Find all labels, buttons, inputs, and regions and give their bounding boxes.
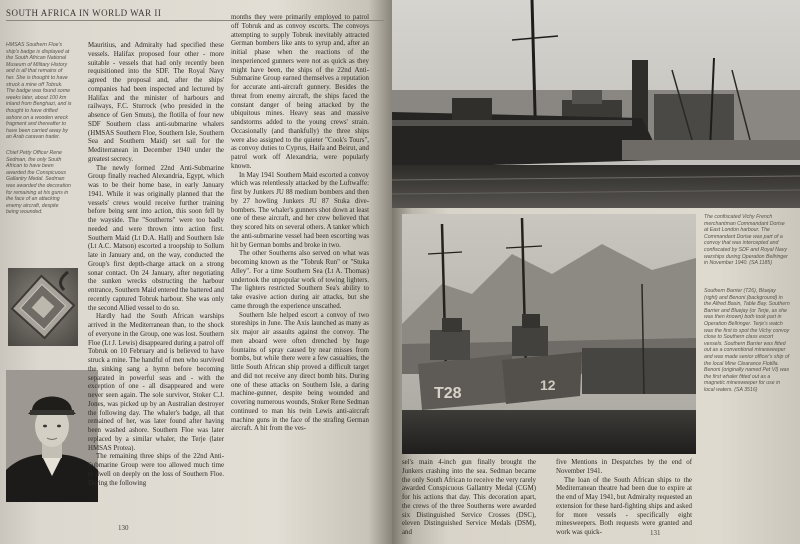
left-page-number: 130 (118, 524, 129, 532)
running-head: SOUTH AFRICA IN WORLD WAR II (6, 8, 162, 18)
left-page-column-2 (88, 42, 224, 522)
svg-text:12: 12 (540, 377, 556, 393)
alfred-basin-whalers-photo (402, 214, 696, 454)
right-col1-text: sel's main 4-inch gun finally brought the Junkers crashing into the sea. Sedman became the only South African to receive the very rarely awarded Conspicuous Gallantry Medal (CGM) for his actions that day. This decoration apart, the crews of the three Southerns were awarded six Distinguished Service Crosses (DSC), eleven Distinguished Service Medals (DSM), and (402, 459, 536, 536)
caption-sedman-portrait: Chief Petty Officer Rene Sedman, the only South African to have been awarded the Conspicuous Gallantry Medal. Sedman was awarded the decoration for remaining at his guns in the face of an attacking enemy aircraft, despite being wounded. (6, 150, 71, 216)
right-col2-para-1: five Mentions in Despatches by the end of November 1941. (556, 459, 692, 475)
commandant-dorise-photo (392, 0, 800, 208)
left-col2-para-2: The newly formed 22nd Anti-Submarine Group finally reached Alexandria, Egypt, which was to be their home base, in early January 1941. While it was originally planned that the vessels' crews would receive further training before being sent into action, this soon fell by the wayside. The "Southerns" were too badly needed and were thrown into action first. Southern Maid (Lt D.A. Hall) and Southern Isle (Lt A.C. Matson) escorted a troopship to Sollum late in January and, on the way, conducted the Group's first depth-charge attack on a strong sonar contact. On 24 January, after negotiating the sunken wrecks obstructing the harbour entrance, Southern Maid entered the battered and recently captured Tobruk harbour. She was only the second Allied vessel to do so. (88, 164, 224, 312)
ship-badge-photo (8, 268, 78, 346)
sedman-portrait-photo (6, 370, 98, 502)
left-col3-para-1: months they were primarily employed to patrol off Tobruk and as convoy escorts. The convoys attempting to supply Tobruk inevitably attracted German bombers like ants to syrup and, after an initial phase when the reactions of the inexperienced gunners were not as quick as they might have been, the ships of the 22nd Anti-Submarine Group earned themselves a reputation for accurate anti-aircraft gunnery. Besides the threat from enemy aircraft, the ships faced the constant danger of being attacked by the ubiquitous mines. Heavy seas and massive sandstorms added to the young crews' strain. Occasionally (and thankfully) the three ships were also assigned to the quieter "Cook's Tours", as convoy duties to Cyprus, Haifa and Beirut, and patrol work off Alexandria, were popularly known. (231, 14, 369, 170)
right-col2-para-2: The loan of the South African ships to the Mediterranean theatre had been due to expire at the end of May 1941, but Admiralty requested an extension for these hard-fighting ships and asked for more vessels - specifically eight minesweepers. Both requests were granted and work was quick- (556, 476, 692, 536)
left-col2-para-3: Hardly had the South African warships arrived in the Mediterranean than, to the shock of everyone in the Group, one was lost. Southern Floe (Lt J. Lewis) disappeared during a patrol off Tobruk on 10 February and is believed to have struck a mine. The handful of men who survived the sinking sang a hymn before becoming separated in powerful seas and - with the exception of one - all disappeared and were never seen again. The sole survivor, Stoker C.J. Jones, was picked up by an Australian destroyer the following day. The whaler's badge, all that remained of her, was later found after having been washed ashore. Southern Floe was later replaced by a similar whaler, the Terje (later HMSAS Protea). (88, 313, 224, 452)
caption-alfred-basin: Southern Barrier (T26), Bluejay (right) and Benoni (background) in the Alfred Basin, Table Bay. Southern Barrier and Bluejay (or Terje, as she was then known) both took part in Operation Bellringer. Terje's watch was the first to spot the Vichy convoy close to Southern class escort vessels. Southern Barrier was fitted out as a conventional minesweeper and was made senior officer's ship of the local Mine Clearance Flotilla. Benoni (originally named Pet VI) was the first whaler fitted out as a magnetic minesweeper for use in local waters. (SA 3516) (704, 288, 790, 393)
left-col2-para-1: Mauritius, and Admiralty had specified these vessels. Halifax proposed four other - more suitable - vessels that had only recently been requisitioned into the SDF. The Royal Navy agreed the proposal and, after the ships' companies had been inspected and lectured by Halifax and the minister of harbours and railways, F.C. Sturrock (who presided in the absence of Gen Smuts), the flotilla of four new SDF Southern class anti-submarine whalers (HMSAS Southern Floe, Southern Isle, Southern Sea and Southern Maid) set sail for the Mediterranean in December 1940 under the greatest secrecy. (88, 42, 224, 163)
right-page-column-1 (402, 459, 536, 535)
right-page (392, 0, 800, 544)
right-page-number: 131 (650, 529, 661, 537)
left-col3-para-3: The other Southerns also served on what was becoming known as the "Tobruk Run" or "Stuka Alley". For a time Southern Sea (Lt A. Thomas) undertook the unpopular work of towing lighters. The lighters restricted Southern Sea's ability to take evasive action during air attacks, but she came through the experience unscathed. (231, 250, 369, 310)
svg-text:T28: T28 (434, 385, 462, 402)
left-page (0, 0, 392, 544)
left-col2-para-4: The remaining three ships of the 22nd Anti-Submarine Group were too allowed much time to dwell on deeply on the loss of Southern Floe. During the following (88, 453, 224, 487)
caption-ship-badge: HMSAS Southern Floe's ship's badge is displayed at the South African National Museum of Military History and is all that remains of her. She is thought to have struck a mine off Tobruk. The badge was found some weeks later, about 100 km inland from Benghazi, and is thought to have drifted ashore on a wooden wreck fragment and thereafter to have been carried away by an Arab caravan trader. (6, 42, 72, 141)
left-col3-para-4: Southern Isle helped escort a convoy of two storeships in June. The Axis launched as many as six major air assaults against the convoy. The men aboard were often drenched by huge fountains of spray caused by near misses from bombs, but while there were a few casualties, the little South African ship proved a difficult target and did not receive any direct bomb hits. During one of these attacks on Southern Isle, a daring machine-gunner, despite being wounded and covering numerous wounds, Stoker Rene Sedman continued to man his twin Lewis anti-aircraft machine guns in the face of the strafing German aircraft. A hit from the ves- (231, 311, 369, 433)
left-page-column-3 (231, 14, 369, 522)
caption-commandant-dorise: The confiscated Vichy French merchantman Commandant Dorise at East London harbour. The Commandant Dorise was part of a convoy that was intercepted and confiscated by SDF and Royal Navy warships during Operation Bellringer in November 1940. (SA 1185) (704, 214, 788, 267)
left-col3-para-2: In May 1941 Southern Maid escorted a convoy which was relentlessly attacked by the Luftwaffe: first by Junkers JU 88 medium bombers and then by 27 howling Junkers JU 87 Stuka dive-bombers. The whaler's gunners shot down at least one of these aircraft, and her crew believed that they scored hits on several others. A tanker which the anti-submarine vessel had been escorting was hit by German bombs and broke in two. (231, 171, 369, 249)
